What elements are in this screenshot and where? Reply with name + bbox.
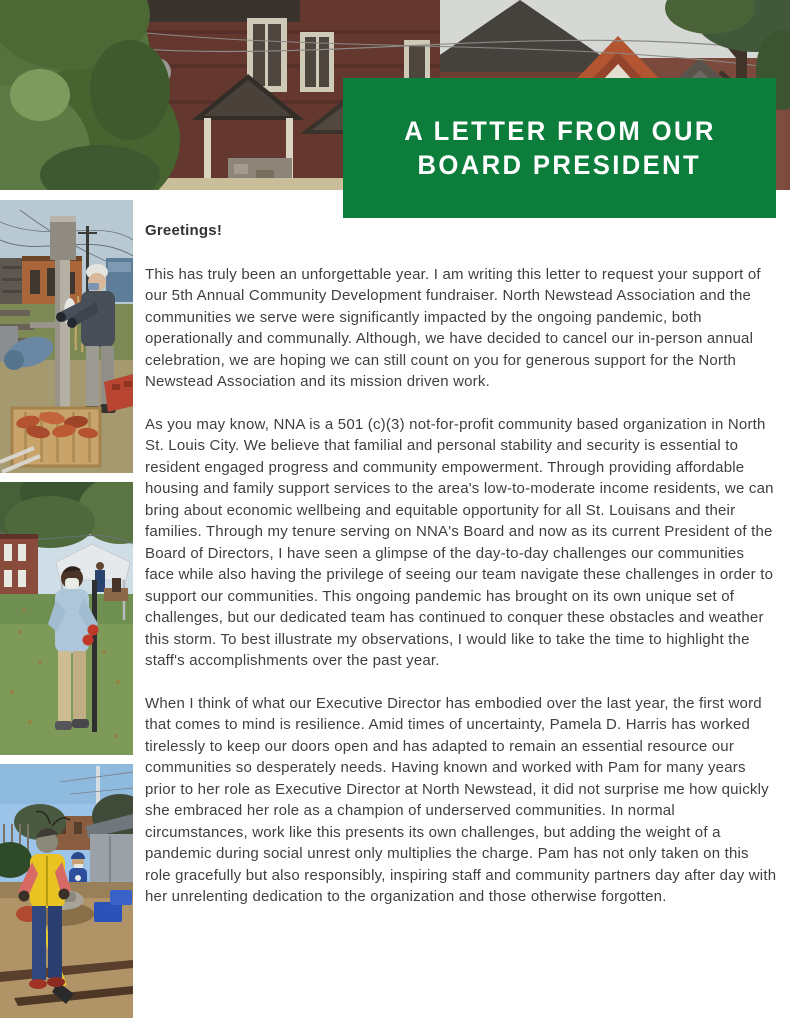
letter-body [145, 220, 777, 929]
letter-greeting: Greetings! [145, 222, 223, 239]
photo-volunteer-garden [0, 764, 133, 1018]
letter-paragraph-2: As you may know, NNA is a 501 (c)(3) not-for-profit community based organization in North St. Louis City. We believe that familial and personal stability and security is essential to resident engaged progress and community empowerment. Through providing affordable housing and family support services to the area's low-to-moderate income residents, we can bring about economic wellbeing and equitable opportunity for all St. Louisans and their families. Through my tenure serving on NNA's Board and now as its current President of the Board of Directors, I have seen a glimpse of the day-to-day challenges our communities face while also having the privilege of seeing our team navigate these challenges in order to support our communities. This ongoing pandemic has brought on its own unique set of challenges, but our dedicated team has continued to conquer these obstacles and weather this storm. To best illustrate my observations, I would like to take the time to highlight the staff's accomplishments over the past year. [145, 415, 774, 669]
volunteer-sweet-potatoes-image [0, 200, 133, 473]
letter-paragraph-3: When I think of what our Executive Director has embodied over the last year, the first word that comes to mind is resilience. Amid times of uncertainty, Pamela D. Harris has worked tirelessly to keep our doors open and has adapted to remain an essential resource our communities so desperately needs. Having known and worked with Pam for many years prior to her role as Executive Director at North Newstead, it did not surprise me how quickly she embraced her role as a champion of underserved communities. In normal circumstances, work like this presents its own challenges, but adding the weight of a pandemic during social unrest only multiplies the charge. Pam has not only taken on this role gracefully but also responsibly, inspiring staff and community partners day after day with her unrelenting dedication to the organization and those otherwise forgotten. [145, 694, 777, 905]
page-title-line-2: BOARD PRESIDENT [417, 150, 702, 180]
volunteer-garden-image [0, 764, 133, 1018]
photo-volunteer-sweet-potatoes [0, 200, 133, 473]
photo-volunteer-post [0, 482, 133, 755]
page-title-line-1: A LETTER FROM OUR [403, 116, 716, 146]
volunteer-post-image [0, 482, 133, 755]
letter-paragraph-1: This has truly been an unforgettable year. I am writing this letter to request your support of our 5th Annual Community Development fundraiser. North Newstead Association and the communities we serve were significantly impacted by the ongoing pandemic, both operationally and communally. Although, we have decided to cancel our in-person annual celebration, we are hoping we can still count on you for generous support for the North Newstead Association and its mission driven work. [145, 265, 761, 390]
title-banner [343, 78, 776, 218]
